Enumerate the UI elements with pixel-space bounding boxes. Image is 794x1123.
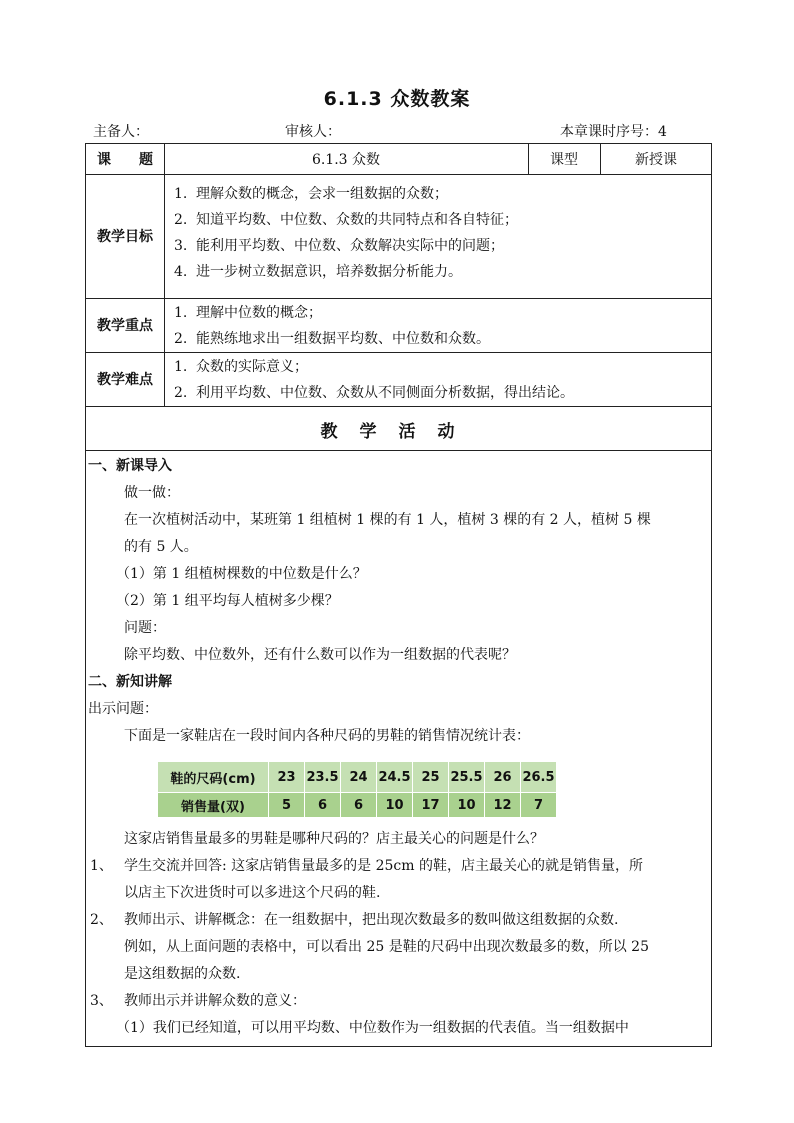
list-item: 2. 知道平均数、中位数、众数的共同特点和各自特征； xyxy=(174,212,518,228)
topic-value: 6.1.3 众数 xyxy=(311,152,381,168)
paragraph: 在一次植树活动中，某班第 1 组植树 1 棵的有 1 人，植树 3 棵的有 2 人，植树 5 棵 xyxy=(124,512,651,528)
paragraph: （1）我们已经知道，可以用平均数、中位数作为一组数据的代表值。当一组数据中 xyxy=(116,1020,629,1036)
lesson-plan-table xyxy=(85,143,712,1047)
key-points-label: 教学重点 xyxy=(97,318,153,334)
paragraph: （2）第 1 组平均每人植树多少棵？ xyxy=(116,593,339,609)
paragraph: 做一做： xyxy=(124,485,180,501)
table-cell: 26 xyxy=(485,762,521,793)
section-title: 一、新课导入 xyxy=(88,458,172,474)
list-item: 1、 学生交流并回答: 这家店销售量最多的是 25cm 的鞋，店主最关心的就是销售量，所 xyxy=(90,858,643,874)
paragraph: 的有 5 人。 xyxy=(124,539,198,555)
list-item: 3、 教师出示并讲解众数的意义： xyxy=(90,993,306,1009)
paragraph: 这家店销售量最多的男鞋是哪种尺码的？店主最关心的问题是什么？ xyxy=(124,831,544,847)
table-cell: 5 xyxy=(269,793,305,818)
section-title: 二、新知讲解 xyxy=(88,674,172,690)
type-label: 课型 xyxy=(550,152,578,168)
table-cell: 12 xyxy=(485,793,521,818)
table-cell: 6 xyxy=(305,793,341,818)
table-cell: 10 xyxy=(449,793,485,818)
reviewer-label: 审核人： xyxy=(285,124,341,140)
type-value: 新授课 xyxy=(635,152,677,168)
table-cell: 25 xyxy=(413,762,449,793)
paragraph: 除平均数、中位数外，还有什么数可以作为一组数据的代表呢？ xyxy=(124,647,516,663)
lesson-number: 本章课时序号：4 xyxy=(560,124,667,140)
difficulties-list xyxy=(174,354,574,406)
list-item: 1. 众数的实际意义； xyxy=(174,359,308,375)
list-item: 1. 理解众数的概念，会求一组数据的众数； xyxy=(174,186,448,202)
activities-heading: 教学活动 xyxy=(320,422,477,442)
table-cell: 10 xyxy=(377,793,413,818)
objectives-label: 教学目标 xyxy=(97,229,153,245)
meta-row xyxy=(85,121,713,141)
list-item: 1. 理解中位数的概念； xyxy=(174,305,322,321)
paragraph: 是这组数据的众数. xyxy=(124,966,241,982)
table-cell: 17 xyxy=(413,793,449,818)
paragraph: 下面是一家鞋店在一段时间内各种尺码的男鞋的销售情况统计表： xyxy=(124,728,530,744)
activities-content xyxy=(88,453,708,750)
table-cell: 23.5 xyxy=(305,762,341,793)
paragraph: 以店主下次进货时可以多进这个尺码的鞋. xyxy=(124,885,381,901)
paragraph: 问题： xyxy=(124,620,166,636)
paragraph: （1）第 1 组植树棵数的中位数是什么？ xyxy=(116,566,367,582)
objectives-list xyxy=(174,181,518,285)
preparer-label: 主备人： xyxy=(93,124,149,140)
list-item: 3. 能利用平均数、中位数、众数解决实际中的问题； xyxy=(174,238,504,254)
list-item: 2. 利用平均数、中位数、众数从不同侧面分析数据，得出结论。 xyxy=(174,385,574,401)
table-cell: 23 xyxy=(269,762,305,793)
table-cell: 24.5 xyxy=(377,762,413,793)
table-cell: 销售量(双) xyxy=(158,793,269,818)
paragraph: 出示问题： xyxy=(88,701,158,717)
shoe-sales-table xyxy=(157,761,557,818)
paragraph: 例如，从上面问题的表格中，可以看出 25 是鞋的尺码中出现次数最多的数，所以 25 xyxy=(124,939,649,955)
table-cell: 鞋的尺码(cm) xyxy=(158,762,269,793)
page-title: 6.1.3 众数教案 xyxy=(323,88,471,110)
list-item: 2. 能熟练地求出一组数据平均数、中位数和众数。 xyxy=(174,331,490,347)
table-cell: 7 xyxy=(521,793,557,818)
list-item: 4. 进一步树立数据意识，培养数据分析能力。 xyxy=(174,264,462,280)
key-points-list xyxy=(174,300,490,352)
difficulties-label: 教学难点 xyxy=(97,372,153,388)
list-item: 2、 教师出示、讲解概念：在一组数据中，把出现次数最多的数叫做这组数据的众数. xyxy=(90,912,619,928)
table-cell: 26.5 xyxy=(521,762,557,793)
table-cell: 24 xyxy=(341,762,377,793)
topic-label: 课 题 xyxy=(97,152,153,168)
activities-content-2 xyxy=(88,826,708,1042)
table-row xyxy=(158,762,557,793)
table-row xyxy=(158,793,557,818)
table-cell: 25.5 xyxy=(449,762,485,793)
table-cell: 6 xyxy=(341,793,377,818)
